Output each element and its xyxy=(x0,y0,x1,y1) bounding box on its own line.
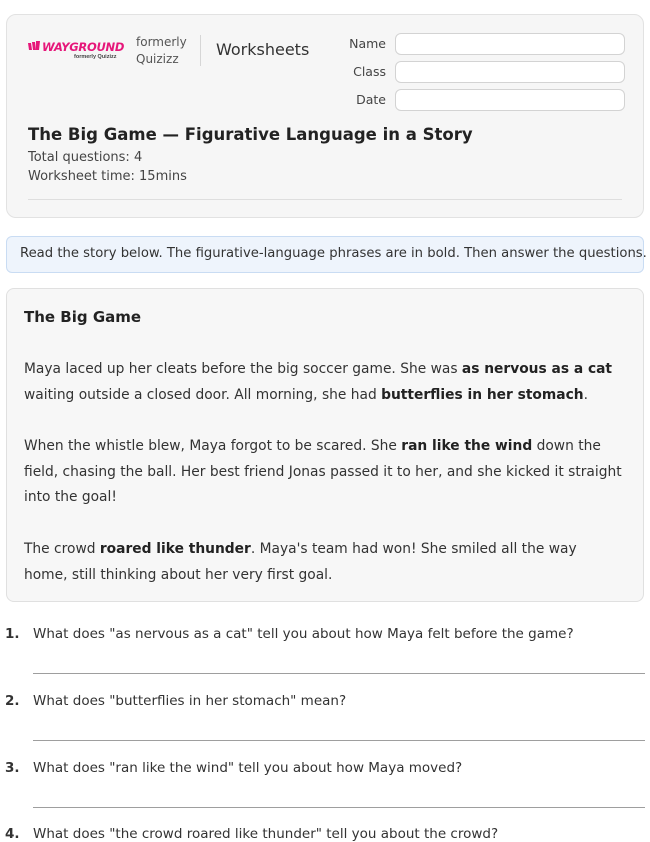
name-label: Name xyxy=(349,36,386,51)
figurative-phrase: ran like the wind xyxy=(401,438,533,454)
logo-mark-icon xyxy=(28,40,42,52)
question-text: What does "ran like the wind" tell you about how Maya moved? xyxy=(33,760,463,776)
class-label: Class xyxy=(353,64,386,79)
story-card xyxy=(6,288,644,602)
answer-line[interactable] xyxy=(33,740,645,741)
figurative-phrase: roared like thunder xyxy=(99,541,251,557)
logo-wordmark: WAYGROUND xyxy=(42,40,125,54)
date-field[interactable] xyxy=(395,89,625,111)
class-field[interactable] xyxy=(395,61,625,83)
wayground-logo xyxy=(28,40,125,64)
story-paragraph xyxy=(24,434,624,511)
header-rule xyxy=(28,199,622,200)
question-number: 1. xyxy=(5,626,20,642)
figurative-phrase: as nervous as a cat xyxy=(461,361,613,377)
worksheet-time: Worksheet time: 15mins xyxy=(28,169,187,184)
question-text: What does "as nervous as a cat" tell you about how Maya felt before the game? xyxy=(33,626,574,642)
story-title: The Big Game xyxy=(24,308,142,326)
instructions-banner: Read the story below. The figurative-language phrases are in bold. Then answer the questions. xyxy=(6,236,644,273)
question-number: 3. xyxy=(5,760,20,776)
total-questions: Total questions: 4 xyxy=(28,150,143,165)
story-paragraph xyxy=(24,357,624,408)
worksheet-title: The Big Game — Figurative Language in a Story xyxy=(28,125,473,144)
question-text: What does "butterflies in her stomach" mean? xyxy=(33,693,347,709)
name-field[interactable] xyxy=(395,33,625,55)
story-paragraph xyxy=(24,537,624,588)
story-text: . Maya's team had won! She smiled all the way home, still thinking about her very first goal. xyxy=(24,541,577,583)
section-title: Worksheets xyxy=(216,40,310,59)
story-text: waiting outside a closed door. All morning, she had xyxy=(24,386,382,403)
date-label: Date xyxy=(356,92,386,107)
story-text: When the whistle blew, Maya forgot to be scared. She xyxy=(24,438,402,454)
figurative-phrase: butterflies in her stomach xyxy=(381,386,584,403)
formerly-quizizz-label: formerly Quizizz xyxy=(136,35,187,66)
question-text: What does "the crowd roared like thunder" tell you about the crowd? xyxy=(33,826,499,842)
header-divider xyxy=(200,35,201,66)
answer-line[interactable] xyxy=(33,807,645,808)
answer-line[interactable] xyxy=(33,673,645,674)
story-text: down the field, chasing the ball. Her best friend Jonas passed it to her, and she kicked it straight into the goal! xyxy=(24,438,622,505)
story-text: . xyxy=(583,386,588,403)
question-number: 2. xyxy=(5,693,20,709)
question-number: 4. xyxy=(5,826,20,842)
logo-subtext: formerly Quizizz xyxy=(74,54,117,60)
story-text: The crowd xyxy=(24,541,100,557)
story-text: Maya laced up her cleats before the big soccer game. She was xyxy=(24,361,462,377)
